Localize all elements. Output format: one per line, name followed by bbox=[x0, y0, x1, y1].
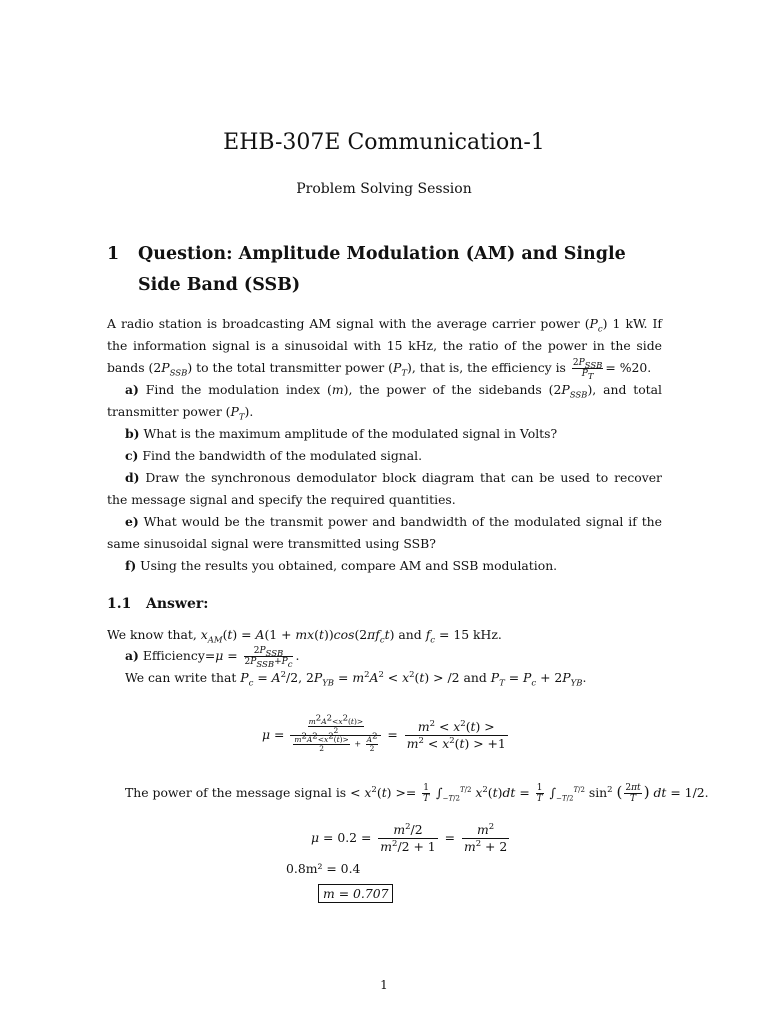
efficiency-fraction: $\frac{2P_{SSB}}{P_T}$ bbox=[572, 358, 603, 382]
answer-line-1: We know that, $x_{AM}(t) = A(1 + mx(t))\cos(2\pi f_ct)$ and $f_c = 15$ kHz. bbox=[107, 627, 502, 646]
mu-value-equation: μ = 0.2 = $\frac{m^2/2}{m^2/2 + 1}$ = $\frac{m^2}{m^2 + 2}$ bbox=[311, 821, 508, 854]
answer-line-3: We can write that $P_c = A^2/2$, $2P_{YB} = m^2A^2 < x^2(t) > /2$ and $P_T = P_c + 2P_{YB}$. bbox=[125, 669, 587, 689]
message-power-line: The power of the message signal is < $x^2(t)$ >= $\frac{1}{T}$ $\int_{-T/2}^{T/2}$ $x^2(t)dt$ = $\frac{1}{T}$ $\int_{-T/2}^{T/2}$ $\sin^2$ ( $\frac{2\pi t}{T}$ ) dt = 1/2. bbox=[125, 783, 709, 804]
intro-paragraph: A radio station is broadcasting AM signal with the average carrier power $(P_c)$ 1 kW. If the information signal is a sinusoidal with 15 kHz, the ratio of the power in the side bands $(2P_{SSB})$ to the total transmitter power $(P_T)$, that is, the efficiency is $\frac{2P_{SSB}}{P_T}$ = %20. bbox=[107, 316, 662, 382]
answer-line-2: a) Efficiency=μ = $\frac{2P_{SSB}}{2P_{SSB}+P_c}$ . bbox=[125, 646, 300, 670]
equation-08m2: 0.8m² = 0.4 bbox=[286, 861, 361, 876]
result-box bbox=[318, 886, 393, 901]
question-c: c) Find the bandwidth of the modulated signal. bbox=[125, 448, 423, 463]
question-d: d) Draw the synchronous demodulator block diagram that can be used to recover the message signal and specify the required quantities. bbox=[107, 470, 662, 507]
question-e: e) What would be the transmit power and bandwidth of the modulated signal if the same sinusoidal signal were transmitted using SSB? bbox=[107, 514, 662, 551]
subsection-number: 1.1 bbox=[107, 596, 132, 612]
problem-statement bbox=[107, 313, 662, 577]
question-b: b) What is the maximum amplitude of the modulated signal in Volts? bbox=[125, 426, 558, 441]
section-title: Question: Amplitude Modulation (AM) and Single Side Band (SSB) bbox=[138, 244, 626, 295]
section-number: 1 bbox=[107, 244, 120, 264]
document-subtitle: Problem Solving Session bbox=[296, 181, 472, 197]
page-number: 1 bbox=[380, 978, 388, 992]
question-a: a) Find the modulation index (m), the power of the sidebands $(2P_{SSB})$, and total transmitter power $(P_T)$. bbox=[107, 382, 663, 423]
mu-equation: μ = $\frac{m^2A^2<x^2(t)>}{2}$ $\frac{m^2A^2<x^2(t)>}{2}$ + $\frac{A^2}{2}$ = $\frac{m^2 < x^2(t) >}{m^2 < x^2(t) > +1}$ bbox=[262, 713, 506, 753]
subsection-heading bbox=[107, 596, 208, 612]
document-title: EHB-307E Communication-1 bbox=[223, 130, 545, 155]
section-heading bbox=[107, 239, 667, 301]
subsection-title: Answer: bbox=[146, 596, 209, 612]
question-f: f) Using the results you obtained, compare AM and SSB modulation. bbox=[125, 558, 558, 573]
result-m: m = 0.707 bbox=[318, 884, 393, 903]
